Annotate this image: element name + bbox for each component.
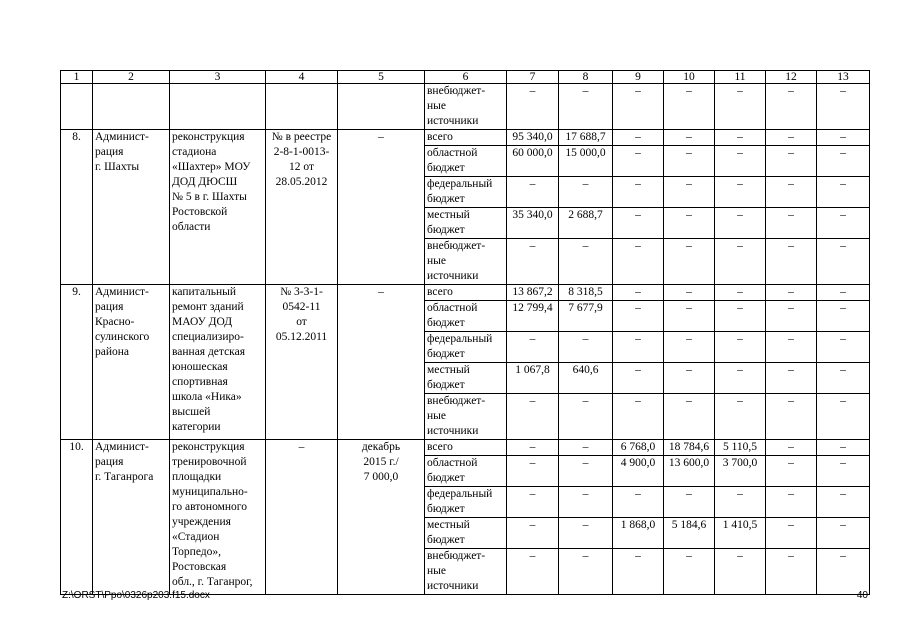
funding-source: внебюджет- ные источники [425,239,507,285]
continuation-row [61,84,870,130]
amount-cell: – [559,84,613,130]
amount-cell: – [507,84,559,130]
amount-cell: 60 000,0 [507,146,559,177]
amount-cell: – [715,130,766,146]
column-number: 12 [766,71,817,84]
funding-source: областной бюджет [425,146,507,177]
amount-cell: – [664,363,715,394]
amount-cell: – [715,208,766,239]
amount-cell: – [715,239,766,285]
amount-cell: 1 868,0 [613,518,664,549]
amount-cell: – [766,146,817,177]
amount-cell: 8 318,5 [559,285,613,301]
amount-cell: 1 067,8 [507,363,559,394]
funding-source: внебюджет- ные источники [425,549,507,595]
column-number: 1 [61,71,93,84]
amount-cell: – [715,487,766,518]
amount-cell: – [613,84,664,130]
amount-cell: – [766,394,817,440]
amount-cell: – [664,332,715,363]
amount-cell: 13 600,0 [664,456,715,487]
empty-cell [170,84,266,130]
amount-cell: – [559,487,613,518]
amount-cell: – [613,363,664,394]
column-number: 3 [170,71,266,84]
amount-cell: – [613,549,664,595]
amount-cell: 1 410,5 [715,518,766,549]
amount-cell: – [559,177,613,208]
amount-cell: – [715,146,766,177]
amount-cell: – [817,518,870,549]
amount-cell: – [715,84,766,130]
amount-cell: – [507,239,559,285]
amount-cell: – [664,130,715,146]
amount-cell: 5 110,5 [715,440,766,456]
column-number-header [61,71,870,84]
amount-cell: – [507,456,559,487]
object-description: реконструкция тренировочной площадки муниципально- го автономного учреждения «Стадион Торпедо», Ростовская обл., г. Таганрог, [170,440,266,595]
column-number: 13 [817,71,870,84]
amount-cell: – [559,549,613,595]
amount-cell: – [715,301,766,332]
amount-cell: – [507,177,559,208]
amount-cell: – [817,239,870,285]
amount-cell: 15 000,0 [559,146,613,177]
deadline-cost: – [338,285,425,440]
amount-cell: – [664,549,715,595]
amount-cell: – [613,394,664,440]
funding-source: местный бюджет [425,208,507,239]
funding-source: областной бюджет [425,301,507,332]
funding-source: всего [425,440,507,456]
table-row [61,130,870,146]
amount-cell: – [715,285,766,301]
amount-cell: 12 799,4 [507,301,559,332]
empty-cell [338,84,425,130]
empty-cell [61,84,93,130]
amount-cell: – [766,301,817,332]
amount-cell: – [559,440,613,456]
amount-cell: – [664,487,715,518]
amount-cell: – [507,394,559,440]
amount-cell: – [817,456,870,487]
amount-cell: 640,6 [559,363,613,394]
amount-cell: 4 900,0 [613,456,664,487]
funding-source: местный бюджет [425,518,507,549]
amount-cell: – [766,518,817,549]
amount-cell: – [817,130,870,146]
amount-cell: 7 677,9 [559,301,613,332]
table-body [61,84,870,595]
amount-cell: – [507,518,559,549]
amount-cell: – [766,84,817,130]
entry-number: 10. [61,440,93,595]
amount-cell: – [664,301,715,332]
table-row [61,285,870,301]
amount-cell: – [559,518,613,549]
funding-source: областной бюджет [425,456,507,487]
amount-cell: – [766,130,817,146]
funding-source: федеральный бюджет [425,487,507,518]
amount-cell: – [817,440,870,456]
column-number: 5 [338,71,425,84]
object-description: реконструкция стадиона «Шахтер» МОУ ДОД ДЮСШ № 5 в г. Шахты Ростовской области [170,130,266,285]
amount-cell: – [817,208,870,239]
column-number: 11 [715,71,766,84]
amount-cell: – [664,239,715,285]
column-number: 7 [507,71,559,84]
amount-cell: – [715,177,766,208]
amount-cell: – [613,487,664,518]
column-number: 10 [664,71,715,84]
table-row [61,440,870,456]
amount-cell: – [559,239,613,285]
amount-cell: – [664,84,715,130]
amount-cell: 35 340,0 [507,208,559,239]
column-number: 9 [613,71,664,84]
header-row [61,71,870,84]
funding-source: местный бюджет [425,363,507,394]
amount-cell: – [715,549,766,595]
amount-cell: – [817,394,870,440]
amount-cell: – [817,363,870,394]
registry-info: – [266,440,338,595]
funding-source: всего [425,285,507,301]
amount-cell: – [613,177,664,208]
amount-cell: – [766,487,817,518]
amount-cell: – [766,440,817,456]
amount-cell: – [613,146,664,177]
deadline-cost: декабрь 2015 г./ 7 000,0 [338,440,425,595]
funding-source: внебюджет- ные источники [425,394,507,440]
funding-source: внебюджет- ные источники [425,84,507,130]
organization: Админист- рация г. Шахты [93,130,170,285]
funding-source: всего [425,130,507,146]
amount-cell: 95 340,0 [507,130,559,146]
amount-cell: – [613,332,664,363]
amount-cell: – [664,146,715,177]
deadline-cost: – [338,130,425,285]
column-number: 4 [266,71,338,84]
amount-cell: – [559,456,613,487]
column-number: 6 [425,71,507,84]
amount-cell: – [613,285,664,301]
amount-cell: – [664,285,715,301]
organization: Админист- рация г. Таганрога [93,440,170,595]
amount-cell: – [715,394,766,440]
amount-cell: 3 700,0 [715,456,766,487]
amount-cell: – [766,177,817,208]
amount-cell: – [664,394,715,440]
amount-cell: – [507,549,559,595]
amount-cell: – [817,84,870,130]
amount-cell: – [664,208,715,239]
amount-cell: – [507,487,559,518]
amount-cell: 6 768,0 [613,440,664,456]
amount-cell: – [817,549,870,595]
file-path: Z:\ORST\Ppo\0326p203.f15.docx [62,590,210,601]
amount-cell: – [715,332,766,363]
amount-cell: – [766,549,817,595]
column-number: 2 [93,71,170,84]
document-table [60,70,870,595]
amount-cell: – [817,487,870,518]
amount-cell: – [817,332,870,363]
column-number: 8 [559,71,613,84]
amount-cell: – [766,208,817,239]
amount-cell: – [613,130,664,146]
amount-cell: – [817,301,870,332]
entry-number: 8. [61,130,93,285]
amount-cell: – [613,208,664,239]
amount-cell: – [559,332,613,363]
organization: Админист- рация Красно- сулинского района [93,285,170,440]
amount-cell: – [817,177,870,208]
page-number: 40 [856,590,868,601]
object-description: капитальный ремонт зданий МАОУ ДОД специализиро- ванная детская юношеская спортивная школа «Ника» высшей категории [170,285,266,440]
registry-info: № 3-3-1- 0542-11 от 05.12.2011 [266,285,338,440]
amount-cell: – [766,239,817,285]
amount-cell: 2 688,7 [559,208,613,239]
amount-cell: 17 688,7 [559,130,613,146]
amount-cell: – [507,440,559,456]
amount-cell: – [766,363,817,394]
amount-cell: – [817,285,870,301]
entry-number: 9. [61,285,93,440]
amount-cell: – [715,363,766,394]
registry-info: № в реестре 2-8-1-0013- 12 от 28.05.2012 [266,130,338,285]
amount-cell: – [766,456,817,487]
funding-source: федеральный бюджет [425,177,507,208]
amount-cell: – [766,332,817,363]
amount-cell: – [559,394,613,440]
amount-cell: – [613,239,664,285]
amount-cell: – [817,146,870,177]
amount-cell: – [613,301,664,332]
amount-cell: 5 184,6 [664,518,715,549]
empty-cell [93,84,170,130]
amount-cell: – [766,285,817,301]
empty-cell [266,84,338,130]
amount-cell: – [507,332,559,363]
funding-source: федеральный бюджет [425,332,507,363]
amount-cell: – [664,177,715,208]
amount-cell: 18 784,6 [664,440,715,456]
amount-cell: 13 867,2 [507,285,559,301]
